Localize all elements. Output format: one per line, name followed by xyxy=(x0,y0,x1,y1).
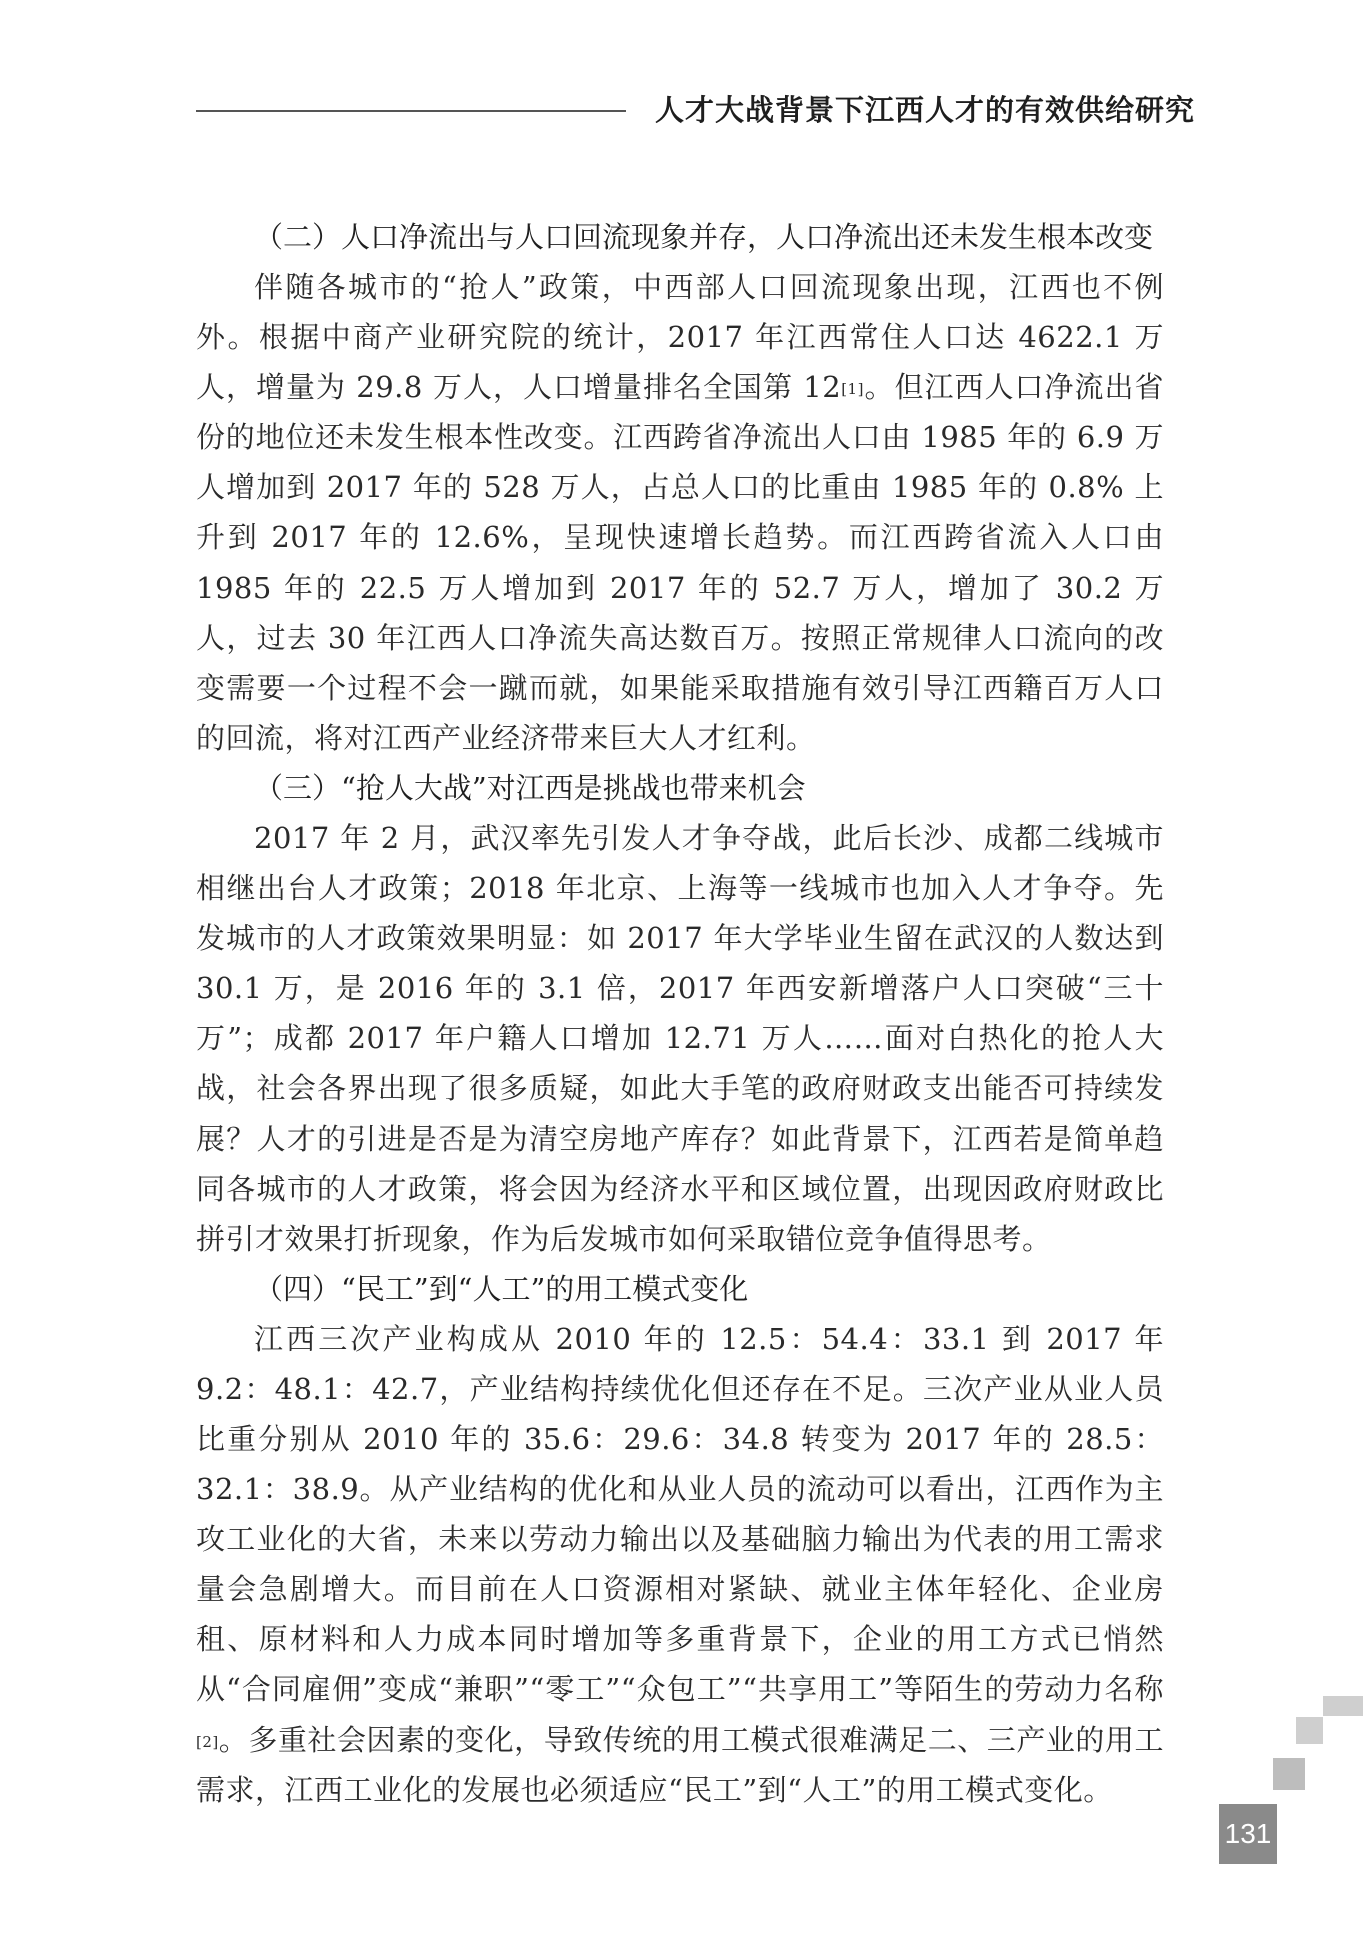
citation-ref-2: [2] xyxy=(196,1732,219,1751)
paragraph-text: 。多重社会因素的变化，导致传统的用工模式很难满足二、三产业的用工需求，江西工业化的发展也必须适应“民工”到“人工”的用工模式变化。 xyxy=(196,1722,1164,1807)
section-heading-3: （三）“抢人大战”对江西是挑战也带来机会 xyxy=(254,770,806,805)
decorative-block xyxy=(1323,1696,1363,1716)
page-body xyxy=(196,212,1164,1815)
page-number-box xyxy=(1219,1804,1277,1864)
citation-ref-1: [1] xyxy=(841,380,864,399)
page-number: 131 xyxy=(1224,1818,1272,1849)
section-heading-2: （二）人口净流出与人口回流现象并存，人口净流出还未发生根本改变 xyxy=(254,220,1154,254)
paragraph-text: 。但江西人口净流出省份的地位还未发生根本性改变。江西跨省净流出人口由 1985 年的 6.9 万人增加到 2017 年的 528 万人，占总人口的比重由 1985 年的 0.8% 上升到 2017 年的 12.6%，呈现快速增长趋势。而江西跨省流入人口由 1985 年的 22.5 万人增加到 2017 年的 52.7 万人，增加了 30.2 万人，过去 30 年江西人口净流失高达数百万。按照正常规律人口流向的改变需要一个过程不会一蹴而就，如果能采取措施有效引导江西籍百万人口的回流，将对江西产业经济带来巨大人才红利。 xyxy=(196,370,1164,755)
section-paragraph-4 xyxy=(196,1314,1164,1815)
paragraph-text: 江西三次产业构成从 2010 年的 12.5：54.4：33.1 到 2017 年 9.2：48.1：42.7，产业结构持续优化但还存在不足。三次产业从业人员比重分别从 2010 年的 35.6：29.6：34.8 转变为 2017 年的 28.5：32.1：38.9。从产业结构的优化和从业人员的流动可以看出，江西作为主攻工业化的大省，未来以劳动力输出以及基础脑力输出为代表的用工需求量会急剧增大。而目前在人口资源相对紧缺、就业主体年轻化、企业房租、原材料和人力成本同时增加等多重背景下，企业的用工方式已悄然从“合同雇佣”变成“兼职”“零工”“众包工”“共享用工”等陌生的劳动力名称 xyxy=(196,1321,1164,1707)
section-paragraph-3: 2017 年 2 月，武汉率先引发人才争夺战，此后长沙、成都二线城市相继出台人才政策；2018 年北京、上海等一线城市也加入人才争夺。先发城市的人才政策效果明显：如 2017 年大学毕业生留在武汉的人数达到 30.1 万，是 2016 年的 3.1 倍，2017 年西安新增落户人口突破“三十万”；成都 2017 年户籍人口增加 12.71 万人……面对白热化的抢人大战，社会各界出现了很多质疑，如此大手笔的政府财政支出能否可持续发展？人才的引进是否是为清空房地产库存？如此背景下，江西若是简单趋同各城市的人才政策，将会因为经济水平和区域位置，出现因政府财政比拼引才效果打折现象，作为后发城市如何采取错位竞争值得思考。 xyxy=(196,820,1164,1256)
section-heading-4: （四）“民工”到“人工”的用工模式变化 xyxy=(254,1271,749,1306)
section-paragraph-2 xyxy=(196,262,1164,763)
running-title: 人才大战背景下江西人才的有效供给研究 xyxy=(655,93,1196,127)
decorative-block xyxy=(1296,1717,1323,1744)
decorative-block xyxy=(1273,1758,1305,1790)
paragraph-text: 伴随各城市的“抢人”政策，中西部人口回流现象出现，江西也不例外。根据中商产业研究院的统计，2017 年江西常住人口达 4622.1 万人，增量为 29.8 万人，人口增量排名全国第 12 xyxy=(196,270,1164,405)
header-rule xyxy=(196,110,626,112)
